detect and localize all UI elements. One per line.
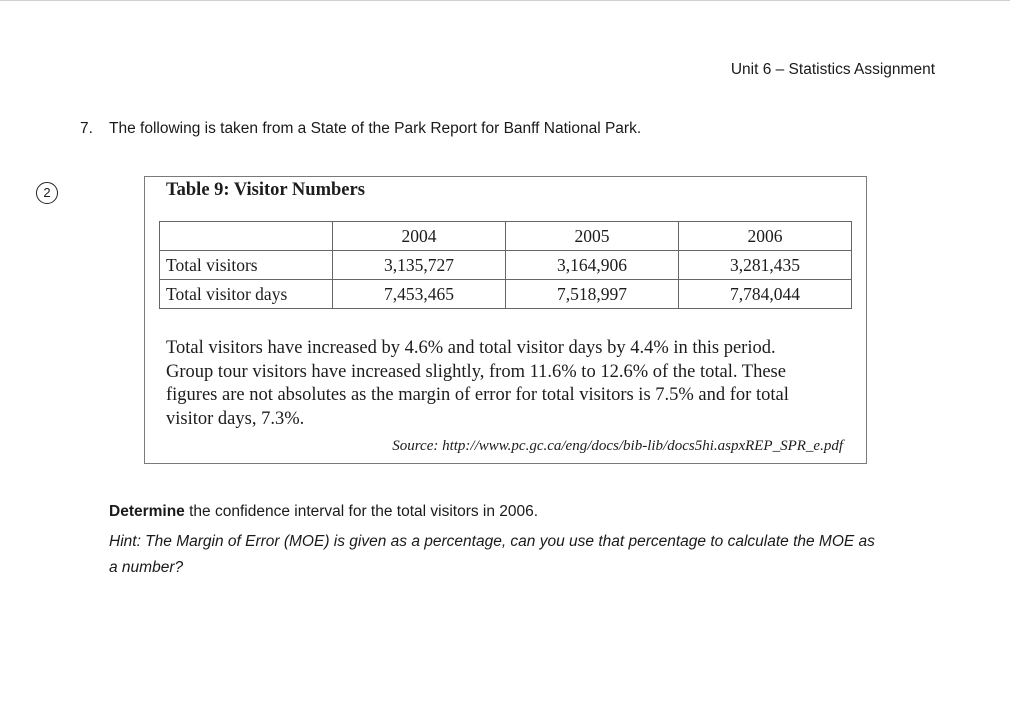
table-cell: 7,518,997: [506, 280, 679, 309]
paragraph-line: Total visitors have increased by 4.6% and total visitor days by 4.4% in this period.: [166, 338, 776, 358]
paragraph-line: Group tour visitors have increased slightly, from 11.6% to 12.6% of the total. These: [166, 361, 786, 382]
table-header-row: [160, 222, 852, 251]
table-header-cell: 2006: [679, 222, 852, 251]
question-prompt: [80, 120, 641, 138]
row-label: Total visitor days: [160, 280, 333, 309]
figure-paragraph: [166, 337, 856, 431]
figure-title: Table 9: Visitor Numbers: [166, 180, 365, 200]
task-text: the confidence interval for the total visitors in 2006.: [184, 503, 539, 520]
hint-line: Hint: The Margin of Error (MOE) is given as a percentage, can you use that percentage to calculate the MOE as: [109, 533, 875, 550]
question-number: 7.: [80, 120, 93, 137]
table-row: [160, 280, 852, 309]
marks-badge: 2: [36, 182, 58, 204]
table-cell: 3,281,435: [679, 251, 852, 280]
table-cell: 7,784,044: [679, 280, 852, 309]
table-cell: 3,135,727: [333, 251, 506, 280]
row-label: Total visitors: [160, 251, 333, 280]
report-excerpt-figure: [144, 176, 867, 464]
top-rule: [0, 0, 1010, 1]
figure-source: Source: http://www.pc.gc.ca/eng/docs/bib-lib/docs5hi.aspxREP_SPR_e.pdf: [392, 438, 843, 454]
task-keyword: Determine: [109, 503, 185, 520]
visitor-numbers-table: [159, 221, 852, 309]
task-instruction: [109, 503, 538, 521]
table-cell: 7,453,465: [333, 280, 506, 309]
page-header: Unit 6 – Statistics Assignment: [730, 61, 935, 78]
table-header-cell: 2005: [506, 222, 679, 251]
hint-text: [109, 529, 949, 581]
paragraph-line: figures are not absolutes as the margin of error for total visitors is 7.5% and for total: [166, 385, 789, 405]
table-row: [160, 251, 852, 280]
question-text: The following is taken from a State of the Park Report for Banff National Park.: [109, 120, 642, 137]
table-cell: 3,164,906: [506, 251, 679, 280]
table-header-cell: 2004: [333, 222, 506, 251]
hint-line: a number?: [109, 559, 184, 576]
table-header-cell: [160, 222, 333, 251]
paragraph-line: visitor days, 7.3%.: [166, 408, 305, 429]
